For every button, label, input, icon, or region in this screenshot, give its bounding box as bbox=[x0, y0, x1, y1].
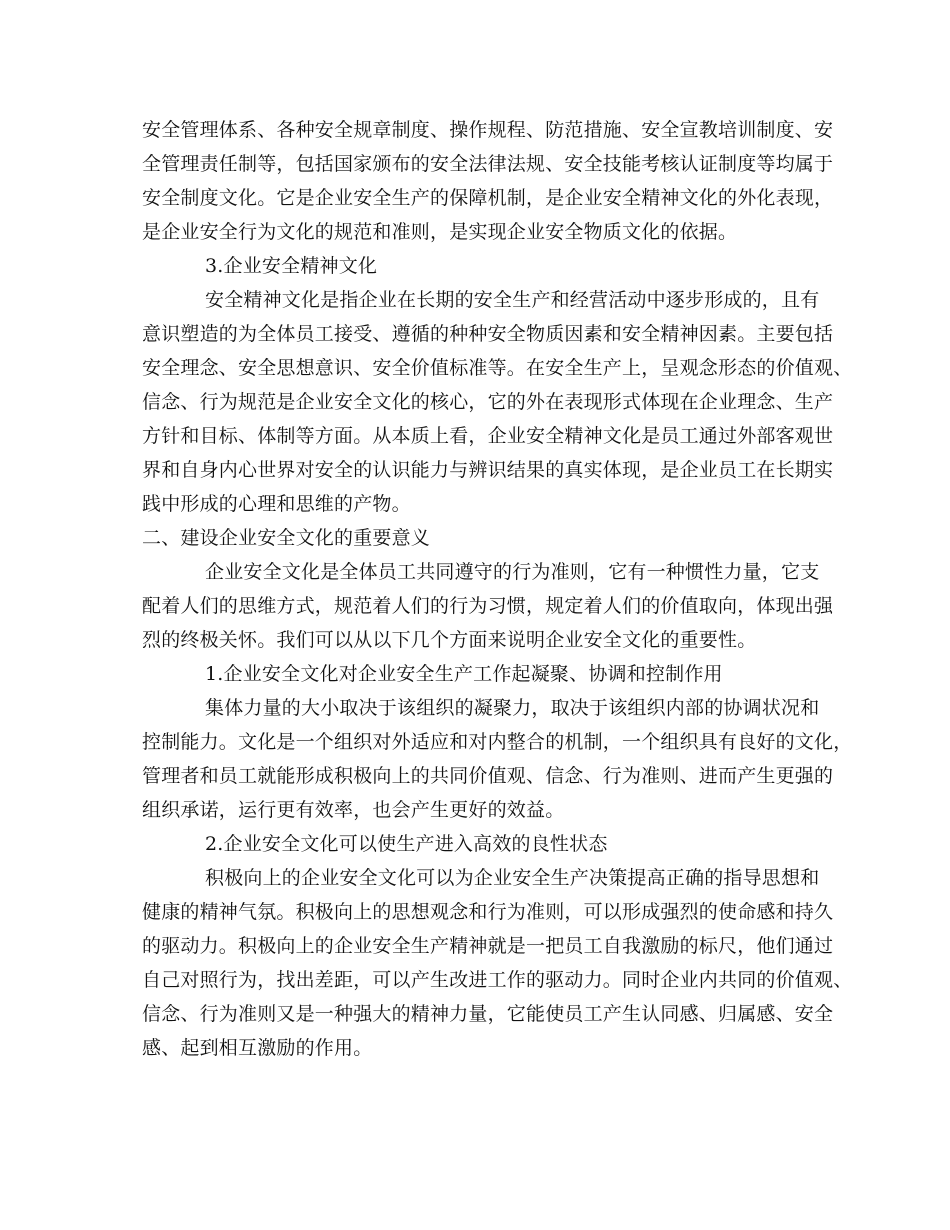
subsection-heading-2: 2.企业安全文化可以使生产进入高效的良性状态 bbox=[205, 833, 608, 855]
paragraph-line: 的驱动力。积极向上的企业安全生产精神就是一把员工自我激励的标尺，他们通过 bbox=[142, 935, 834, 957]
paragraph-line: 信念、行为规范是企业安全文化的核心，它的外在表现形式体现在企业理念、生产 bbox=[142, 391, 834, 413]
paragraph-line: 全管理责任制等，包括国家颁布的安全法律法规、安全技能考核认证制度等均属于 bbox=[142, 153, 834, 175]
paragraph-line: 安全制度文化。它是企业安全生产的保障机制，是企业安全精神文化的外化表现， bbox=[142, 187, 834, 209]
paragraph-line: 践中形成的心理和思维的产物。 bbox=[142, 493, 411, 515]
paragraph-line: 方针和目标、体制等方面。从本质上看，企业安全精神文化是员工通过外部客观世 bbox=[142, 425, 834, 447]
paragraph-line: 健康的精神气氛。积极向上的思想观念和行为准则，可以形成强烈的使命感和持久 bbox=[142, 901, 834, 923]
paragraph-line: 意识塑造的为全体员工接受、遵循的种种安全物质因素和安全精神因素。主要包括 bbox=[142, 323, 834, 345]
paragraph-line: 安全理念、安全思想意识、安全价值标准等。在安全生产上，呈观念形态的价值观、 bbox=[142, 357, 853, 379]
paragraph-line: 界和自身内心世界对安全的认识能力与辨识结果的真实体现，是企业员工在长期实 bbox=[142, 459, 834, 481]
paragraph-line: 集体力量的大小取决于该组织的凝聚力，取决于该组织内部的协调状况和 bbox=[205, 697, 820, 719]
paragraph-line: 配着人们的思维方式，规范着人们的行为习惯，规定着人们的价值取向，体现出强 bbox=[142, 595, 834, 617]
paragraph-line: 安全管理体系、各种安全规章制度、操作规程、防范措施、安全宣教培训制度、安 bbox=[142, 119, 834, 141]
section-heading-3: 3.企业安全精神文化 bbox=[205, 255, 378, 277]
paragraph-line: 组织承诺，运行更有效率，也会产生更好的效益。 bbox=[142, 799, 565, 821]
paragraph-line: 是企业安全行为文化的规范和准则，是实现企业安全物质文化的依据。 bbox=[142, 221, 738, 243]
paragraph-line: 感、起到相互激励的作用。 bbox=[142, 1037, 373, 1059]
paragraph-line: 信念、行为准则又是一种强大的精神力量，它能使员工产生认同感、归属感、安全 bbox=[142, 1003, 834, 1025]
subsection-heading-1: 1.企业安全文化对企业安全生产工作起凝聚、协调和控制作用 bbox=[205, 663, 723, 685]
paragraph-line: 企业安全文化是全体员工共同遵守的行为准则，它有一种惯性力量，它支 bbox=[205, 561, 820, 583]
paragraph-line: 控制能力。文化是一个组织对外适应和对内整合的机制，一个组织具有良好的文化， bbox=[142, 731, 853, 753]
paragraph-line: 管理者和员工就能形成积极向上的共同价值观、信念、行为准则、进而产生更强的 bbox=[142, 765, 834, 787]
section-heading-2: 二、建设企业安全文化的重要意义 bbox=[142, 527, 431, 549]
paragraph-line: 积极向上的企业安全文化可以为企业安全生产决策提高正确的指导思想和 bbox=[205, 867, 820, 889]
paragraph-line: 安全精神文化是指企业在长期的安全生产和经营活动中逐步形成的，且有 bbox=[205, 289, 820, 311]
paragraph-line: 烈的终极关怀。我们可以从以下几个方面来说明企业安全文化的重要性。 bbox=[142, 629, 757, 651]
paragraph-line: 自己对照行为，找出差距，可以产生改进工作的驱动力。同时企业内共同的价值观、 bbox=[142, 969, 853, 991]
